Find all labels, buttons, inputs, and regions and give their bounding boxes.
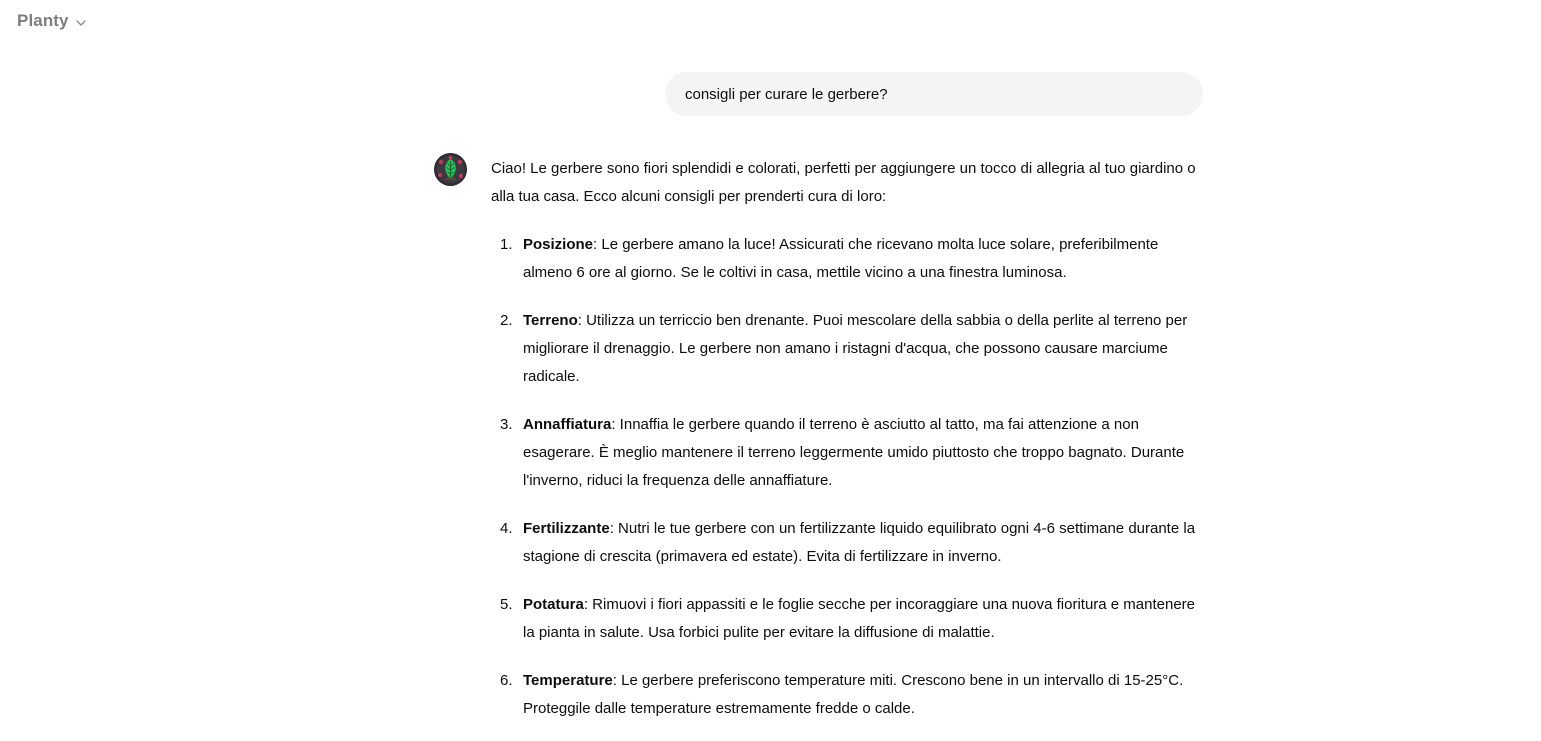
tip-title: Temperature: [523, 672, 613, 689]
tip-number: 3.: [500, 416, 513, 433]
tip-number: 6.: [500, 672, 513, 689]
tip-number: 2.: [500, 312, 513, 329]
tip-item: [491, 307, 1203, 391]
tip-item: [491, 411, 1203, 495]
tip-text: : Le gerbere amano la luce! Assicurati che ricevano molta luce solare, preferibilmente almeno 6 ore al giorno. Se le coltivi in casa, mettile vicino a una finestra luminosa.: [523, 236, 1159, 281]
tip-text: : Nutri le tue gerbere con un fertilizzante liquido equilibrato ogni 4-6 settimane durante la stagione di crescita (primavera ed estate). Evita di fertilizzare in inverno.: [523, 520, 1196, 565]
tip-title: Potatura: [523, 596, 584, 613]
tip-text: : Utilizza un terriccio ben drenante. Puoi mescolare della sabbia o della perlite al terreno per migliorare il drenaggio. Le gerbere non amano i ristagni d'acqua, che possono causare marciume radicale.: [523, 312, 1188, 385]
assistant-intro: Ciao! Le gerbere sono fiori splendidi e colorati, perfetti per aggiungere un tocco di allegria al tuo giardino o alla tua casa. Ecco alcuni consigli per prenderti cura di loro:: [491, 160, 1196, 205]
tip-title: Fertilizzante: [523, 520, 610, 537]
tip-text: : Innaffia le gerbere quando il terreno è asciutto al tatto, ma fai attenzione a non esagerare. È meglio mantenere il terreno leggermente umido piuttosto che troppo bagnato. Durante l'inverno, riduci la frequenza delle annaffiature.: [523, 416, 1185, 489]
tip-text: : Rimuovi i fiori appassiti e le foglie secche per incoraggiare una nuova fioritura e mantenere la pianta in salute. Usa forbici pulite per evitare la diffusione di malattie.: [523, 596, 1196, 641]
tips-list: [491, 231, 1203, 723]
tip-text: : Le gerbere preferiscono temperature miti. Crescono bene in un intervallo di 15-25°C. Proteggile dalle temperature estremamente fredde o calde.: [523, 672, 1184, 717]
plant-leaf-avatar-icon: [434, 153, 467, 186]
tip-item: [491, 667, 1203, 723]
tip-item: [491, 591, 1203, 647]
model-selector[interactable]: [17, 9, 86, 33]
user-message-bubble: [665, 72, 1203, 116]
tip-number: 5.: [500, 596, 513, 613]
model-name[interactable]: Planty: [17, 11, 69, 30]
user-message-text: consigli per curare le gerbere?: [685, 85, 888, 103]
tip-number: 4.: [500, 520, 513, 537]
tip-number: 1.: [500, 236, 513, 253]
tip-item: [491, 231, 1203, 287]
tip-item: [491, 515, 1203, 571]
tip-title: Posizione: [523, 236, 594, 253]
assistant-message: [491, 155, 1203, 741]
chevron-down-icon[interactable]: [76, 15, 86, 25]
tip-title: Terreno: [523, 312, 578, 329]
tip-title: Annaffiatura: [523, 416, 612, 433]
